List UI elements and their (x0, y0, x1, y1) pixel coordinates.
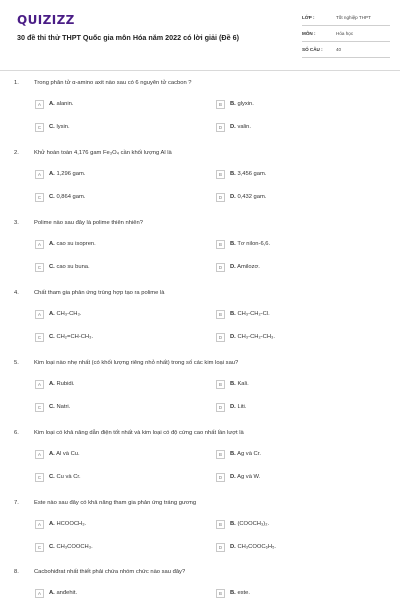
option-text: este. (237, 590, 251, 596)
option-box: B (216, 310, 225, 319)
option-box: B (216, 240, 225, 249)
option-c[interactable] (35, 541, 93, 553)
meta-label: MÔN : (302, 31, 316, 36)
option-text: Ag và Cr. (237, 451, 261, 457)
option-d[interactable] (216, 121, 251, 133)
option-box: C (35, 333, 44, 342)
option-b[interactable] (216, 378, 249, 390)
option-text: cao su isopren. (56, 241, 96, 247)
question-text: Cacbohiđrat nhất thiết phải chứa nhóm chức nào sau đây? (34, 569, 186, 575)
question-stem (14, 220, 143, 226)
meta-row-subject (302, 26, 390, 42)
option-letter: C. (49, 194, 55, 200)
option-text: Liti. (237, 404, 247, 410)
option-d[interactable] (216, 331, 275, 343)
meta-value: Tốt nghiệp THPT (336, 15, 371, 20)
option-letter: C. (49, 264, 55, 270)
option-letter: B. (230, 590, 236, 596)
question-text: Chất tham gia phản ứng trùng hợp tạo ra polime là (34, 290, 165, 296)
option-letter: A. (49, 590, 55, 596)
option-letter: B. (230, 521, 236, 527)
question-number: 3. (14, 220, 19, 226)
option-text: glyxin. (237, 101, 254, 107)
option-box: D (216, 543, 225, 552)
option-letter: A. (49, 241, 55, 247)
option-box: D (216, 473, 225, 482)
option-text: alanin. (56, 101, 74, 107)
option-letter: D. (230, 124, 236, 130)
option-letter: D. (230, 544, 236, 550)
option-text: cao su buna. (56, 264, 90, 270)
option-box: A (35, 310, 44, 319)
option-d[interactable] (216, 191, 266, 203)
option-text: Cu và Cr. (56, 474, 81, 480)
option-text: (COOCH₃)₂. (237, 521, 270, 527)
option-a[interactable] (35, 98, 74, 110)
option-c[interactable] (35, 121, 70, 133)
option-text: anđehit. (56, 590, 78, 596)
option-letter: B. (230, 311, 236, 317)
option-letter: A. (49, 311, 55, 317)
option-b[interactable] (216, 448, 261, 460)
option-box: C (35, 193, 44, 202)
option-letter: C. (49, 474, 55, 480)
option-b[interactable] (216, 238, 270, 250)
question-number: 7. (14, 500, 19, 506)
option-d[interactable] (216, 401, 246, 413)
option-letter: B. (230, 381, 236, 387)
option-text: Kali. (237, 381, 249, 387)
option-letter: A. (49, 171, 55, 177)
option-letter: C. (49, 404, 55, 410)
question-stem (14, 290, 164, 296)
option-letter: D. (230, 264, 236, 270)
option-text: CH₃-CH₂-Cl. (237, 311, 270, 317)
option-box: D (216, 123, 225, 132)
option-letter: A. (49, 521, 55, 527)
option-c[interactable] (35, 401, 70, 413)
question-number: 8. (14, 569, 19, 575)
question-stem (14, 360, 238, 366)
question-stem (14, 150, 172, 156)
option-c[interactable] (35, 331, 93, 343)
option-text: 0,864 gam. (56, 194, 86, 200)
option-text: Ag và W. (237, 474, 261, 480)
option-box: B (216, 450, 225, 459)
question-text: Kim loại có khả năng dẫn điện tốt nhất và kim loại có độ cứng cao nhất lần lượt là (34, 430, 244, 436)
option-box: A (35, 100, 44, 109)
option-text: HCOOCH₃. (56, 521, 87, 527)
option-text: Amilozơ. (237, 264, 260, 270)
question-number: 2. (14, 150, 19, 156)
option-text: 0,432 gam. (237, 194, 267, 200)
worksheet-meta (302, 10, 390, 58)
option-box: D (216, 403, 225, 412)
question-stem (14, 569, 185, 575)
option-box: C (35, 473, 44, 482)
option-text: CH₂=CH-CH₃. (56, 334, 94, 340)
quizizz-logo: QUIZIZZ (17, 13, 75, 27)
option-text: 1,296 gam. (56, 171, 86, 177)
option-box: C (35, 123, 44, 132)
option-box: A (35, 240, 44, 249)
option-letter: D. (230, 474, 236, 480)
option-text: 3,456 gam. (237, 171, 267, 177)
worksheet-title: 30 đề thi thử THPT Quốc gia môn Hóa năm 2022 có lời giải (Đề 6) (17, 33, 239, 42)
option-text: CH₃-CH₃. (56, 311, 82, 317)
option-a[interactable] (35, 238, 96, 250)
option-letter: A. (49, 451, 55, 457)
option-c[interactable] (35, 191, 85, 203)
meta-label: SỐ CÂU : (302, 47, 323, 52)
option-letter: C. (49, 124, 55, 130)
question-number: 1. (14, 80, 19, 86)
question-number: 4. (14, 290, 19, 296)
question-text: Kim loại nào nhẹ nhất (có khối lượng riêng nhỏ nhất) trong số các kim loại sau? (34, 360, 239, 366)
question-stem (14, 500, 196, 506)
option-b[interactable] (216, 98, 254, 110)
meta-label: LỚP : (302, 15, 315, 20)
option-b[interactable] (216, 587, 250, 599)
option-text: Natri. (56, 404, 71, 410)
option-text: CH₃COOCH₃. (56, 544, 93, 550)
option-b[interactable] (216, 518, 269, 530)
option-box: B (216, 589, 225, 598)
option-letter: B. (230, 451, 236, 457)
option-text: Rubidi. (56, 381, 75, 387)
option-box: A (35, 450, 44, 459)
option-letter: A. (49, 381, 55, 387)
option-text: CH₃COOC₆H₅. (237, 544, 277, 550)
question-number: 6. (14, 430, 19, 436)
question-text: Trong phân tử α-amino axit nào sau có 6 nguyên tử cacbon ? (34, 80, 192, 86)
option-box: A (35, 520, 44, 529)
option-box: B (216, 520, 225, 529)
question-text: Este nào sau đây có khả năng tham gia phản ứng tráng gương (34, 500, 197, 506)
option-text: Al và Cu. (56, 451, 80, 457)
option-text: CH₃-CH₂-CH₃. (237, 334, 275, 340)
meta-row-question-count (302, 42, 390, 58)
option-box: D (216, 333, 225, 342)
option-box: B (216, 380, 225, 389)
option-letter: C. (49, 544, 55, 550)
option-a[interactable] (35, 518, 86, 530)
option-a[interactable] (35, 308, 81, 320)
option-c[interactable] (35, 261, 90, 273)
option-box: A (35, 170, 44, 179)
option-box: C (35, 543, 44, 552)
question-text: Polime nào sau đây là polime thiên nhiên? (34, 220, 143, 226)
option-box: C (35, 403, 44, 412)
header-divider (0, 70, 400, 71)
option-box: B (216, 100, 225, 109)
option-letter: D. (230, 194, 236, 200)
question-text: Khử hoàn toàn 4,176 gam Fe₃O₄ cần khối lượng Al là (34, 150, 172, 156)
option-text: valin. (237, 124, 251, 130)
option-box: A (35, 380, 44, 389)
option-letter: A. (49, 101, 55, 107)
option-b[interactable] (216, 168, 266, 180)
question-stem (14, 430, 244, 436)
option-a[interactable] (35, 378, 74, 390)
meta-row-class (302, 10, 390, 26)
option-a[interactable] (35, 448, 80, 460)
option-letter: C. (49, 334, 55, 340)
option-letter: B. (230, 101, 236, 107)
option-letter: D. (230, 404, 236, 410)
option-d[interactable] (216, 541, 276, 553)
meta-value: Hóa học (336, 31, 354, 36)
question-stem (14, 80, 192, 86)
option-a[interactable] (35, 168, 85, 180)
option-text: Tơ nilon-6,6. (237, 241, 271, 247)
option-b[interactable] (216, 308, 270, 320)
option-d[interactable] (216, 471, 260, 483)
option-c[interactable] (35, 471, 81, 483)
option-letter: B. (230, 171, 236, 177)
meta-value: 40 (336, 47, 342, 52)
option-a[interactable] (35, 587, 77, 599)
option-letter: B. (230, 241, 236, 247)
option-d[interactable] (216, 261, 260, 273)
option-box: D (216, 263, 225, 272)
worksheet-header (0, 0, 400, 66)
option-box: D (216, 193, 225, 202)
option-box: C (35, 263, 44, 272)
option-box: A (35, 589, 44, 598)
option-box: B (216, 170, 225, 179)
option-letter: D. (230, 334, 236, 340)
question-number: 5. (14, 360, 19, 366)
option-text: lysin. (56, 124, 70, 130)
